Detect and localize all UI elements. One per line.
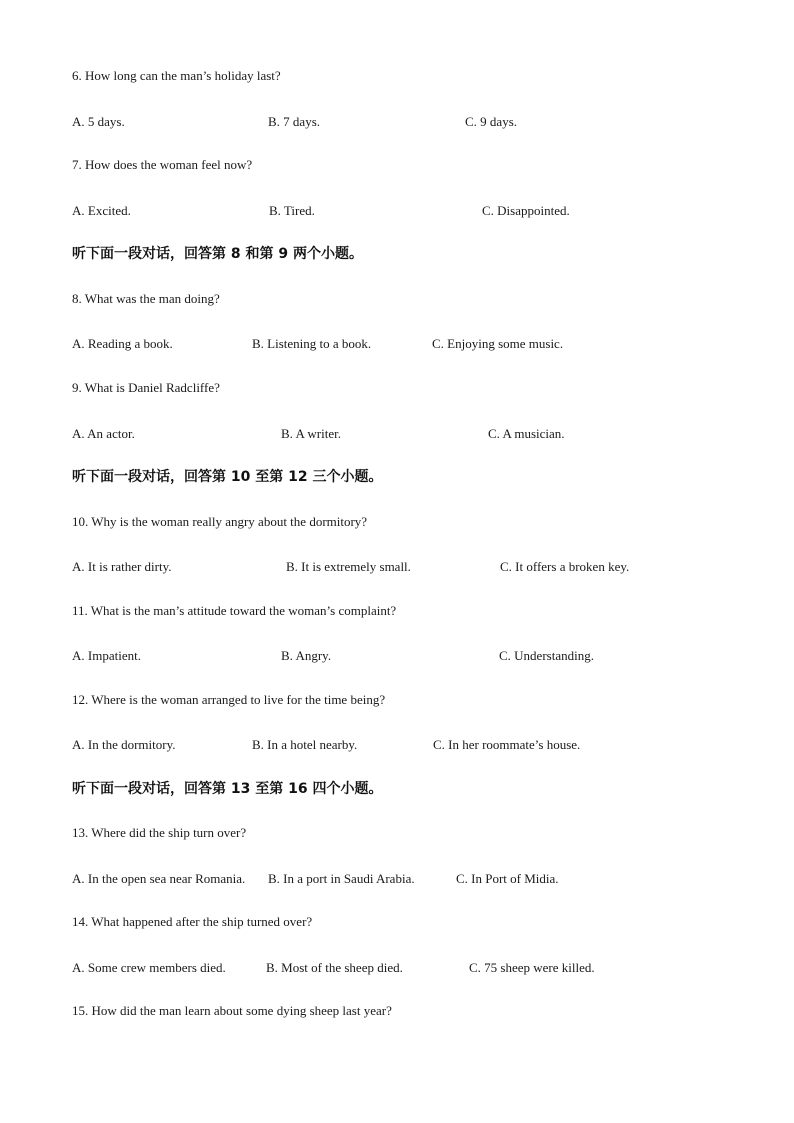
- q8-option-a: A. Reading a book.: [72, 336, 173, 351]
- q7-option-c: C. Disappointed.: [482, 203, 570, 218]
- q11-option-c: C. Understanding.: [499, 648, 594, 663]
- q9-option-c: C. A musician.: [488, 426, 565, 441]
- q13-option-c: C. In Port of Midia.: [456, 871, 559, 886]
- q12-option-b: B. In a hotel nearby.: [252, 737, 358, 752]
- q7-option-a: A. Excited.: [72, 203, 131, 218]
- q8-option-b: B. Listening to a book.: [252, 336, 372, 351]
- q7-option-b: B. Tired.: [269, 203, 315, 218]
- q13-option-a: A. In the open sea near Romania.: [72, 871, 246, 886]
- q14-option-c: C. 75 sheep were killed.: [469, 960, 595, 975]
- q10-option-a: A. It is rather dirty.: [72, 559, 172, 574]
- q6-option-a: A. 5 days.: [72, 114, 125, 129]
- q12-option-c: C. In her roommate’s house.: [433, 737, 581, 752]
- question-14: 14. What happened after the ship turned over?: [72, 914, 313, 929]
- question-15: 15. How did the man learn about some dying sheep last year?: [72, 1003, 392, 1018]
- q10-option-c: C. It offers a broken key.: [500, 559, 630, 574]
- q8-option-c: C. Enjoying some music.: [432, 336, 564, 351]
- q6-option-c: C. 9 days.: [465, 114, 517, 129]
- question-13: 13. Where did the ship turn over?: [72, 825, 247, 840]
- question-10: 10. Why is the woman really angry about the dormitory?: [72, 514, 368, 529]
- q12-option-a: A. In the dormitory.: [72, 737, 176, 752]
- q9-option-b: B. A writer.: [281, 426, 341, 441]
- q9-option-a: A. An actor.: [72, 426, 135, 441]
- section-heading-10-12: 听下面一段对话，回答第 10 至第 12 三个小题。: [72, 469, 383, 485]
- q14-option-a: A. Some crew members died.: [72, 960, 226, 975]
- q10-option-b: B. It is extremely small.: [286, 559, 411, 574]
- question-9: 9. What is Daniel Radcliffe?: [72, 380, 220, 395]
- q11-option-a: A. Impatient.: [72, 648, 141, 663]
- q13-option-b: B. In a port in Saudi Arabia.: [268, 871, 415, 886]
- section-heading-8-9: 听下面一段对话，回答第 8 和第 9 两个小题。: [72, 246, 363, 262]
- q6-option-b: B. 7 days.: [268, 114, 320, 129]
- question-6: 6. How long can the man’s holiday last?: [72, 68, 281, 83]
- question-11: 11. What is the man’s attitude toward the woman’s complaint?: [72, 603, 397, 618]
- q11-option-b: B. Angry.: [281, 648, 332, 663]
- question-12: 12. Where is the woman arranged to live for the time being?: [72, 692, 386, 707]
- section-heading-13-16: 听下面一段对话，回答第 13 至第 16 四个小题。: [72, 781, 383, 797]
- question-8: 8. What was the man doing?: [72, 291, 220, 306]
- q14-option-b: B. Most of the sheep died.: [266, 960, 403, 975]
- question-7: 7. How does the woman feel now?: [72, 157, 253, 172]
